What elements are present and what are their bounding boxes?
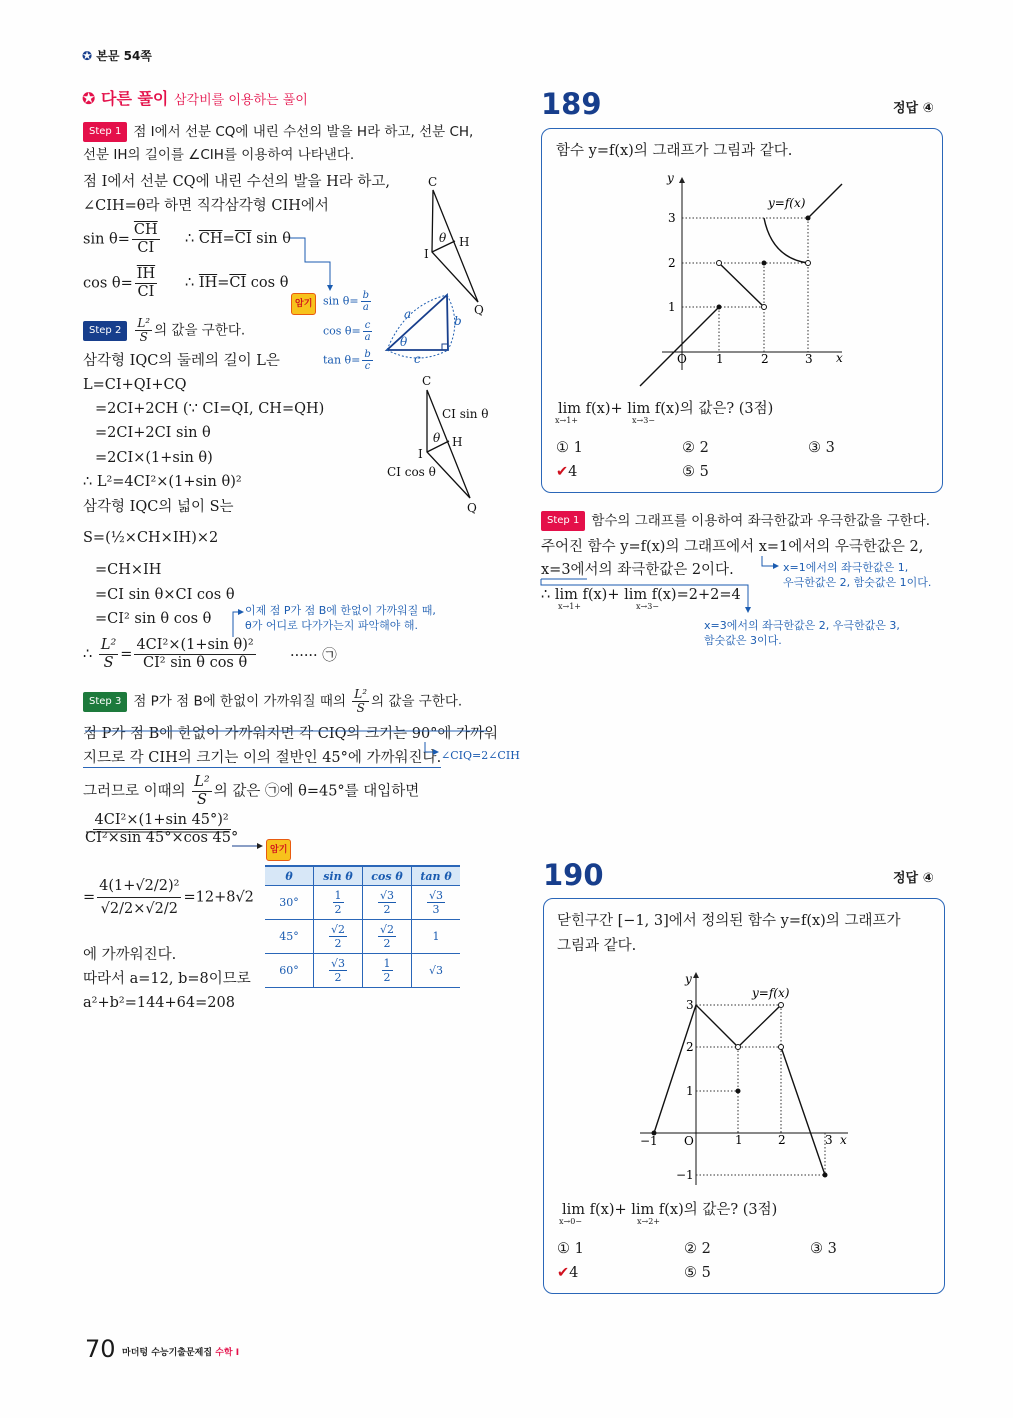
math-line: =CI sin θ×CI cos θ xyxy=(95,587,235,603)
tick-label: 3 xyxy=(805,352,813,366)
problem-question: lim f(x)+ lim f(x)의 값은? (3점) xyxy=(562,1202,778,1218)
final-answer-line: a²+b²=144+64=208 xyxy=(83,995,235,1011)
col-header: cos θ xyxy=(363,866,412,886)
therefore: ∴ xyxy=(185,231,199,247)
memo-right-triangle xyxy=(387,295,462,366)
label-c: C xyxy=(422,374,432,388)
note-arrow xyxy=(425,742,438,752)
limit-sub: x→0− xyxy=(559,1217,583,1226)
label-i: I xyxy=(424,247,429,261)
book-name: 마더텅 수능기출문제집 xyxy=(122,1348,213,1358)
den: a xyxy=(362,302,369,313)
step-text: 함수의 그래프를 이용하여 좌극한값과 우극한값을 구한다. xyxy=(591,513,931,529)
num: $\overline{IH}$ xyxy=(136,266,156,282)
therefore: ∴ xyxy=(185,275,199,291)
tick-label: 2 xyxy=(668,256,676,270)
step-badge: Step 1 xyxy=(541,511,585,531)
num: 1 xyxy=(383,957,391,970)
choice-2[interactable]: ② 2 xyxy=(682,440,709,456)
num: 4(1+√2/2)² xyxy=(97,875,181,898)
page-number: 70 xyxy=(85,1335,116,1363)
math-line: =2CI+2CI sin θ xyxy=(95,425,211,441)
graph-189 xyxy=(640,171,843,386)
label-h: H xyxy=(452,435,463,449)
star-icon: ✪ xyxy=(82,89,96,108)
num: L² xyxy=(194,774,210,790)
function-label: y=f(x) xyxy=(768,196,806,210)
label-q: Q xyxy=(474,303,484,317)
circle-icon: ✪ xyxy=(82,49,93,63)
label-b: b xyxy=(454,314,462,328)
limit-sub: x→3− xyxy=(636,602,660,611)
tick-label: −1 xyxy=(676,1168,694,1182)
label-ci-sin: CI sin θ xyxy=(442,407,489,421)
text-line: 지므로 각 CIH의 크기는 이의 절반인 45°에 가까워진다. xyxy=(83,750,442,766)
num: L² xyxy=(137,316,151,330)
math-line: =2CI+2CH (∵ CI=QI, CH=QH) xyxy=(95,401,325,417)
axis-label-y: y xyxy=(667,171,674,185)
num: √3 xyxy=(330,957,345,970)
rest: cos θ xyxy=(246,275,289,291)
num: $\overline{CH}$ xyxy=(133,222,158,238)
num: √2 xyxy=(379,923,394,936)
step1-line1: 점 I에서 선분 CQ에 내린 수선의 발을 H라 하고, 선분 CH, xyxy=(133,124,474,140)
axis-label-x: x xyxy=(840,1133,847,1147)
cell: 30° xyxy=(265,886,314,920)
answer-label-190: 정답 ④ xyxy=(893,871,934,886)
text-line: 점 P가 점 B에 한없이 가까워지면 각 CIQ의 크기는 90°에 가까워 xyxy=(83,726,499,742)
math-line: ∴ lim f(x)+ lim f(x)=2+2=4 xyxy=(541,587,741,603)
cell: 1 xyxy=(412,920,461,954)
alt-title: 다른 풀이 xyxy=(100,89,169,108)
den: S xyxy=(103,655,114,671)
text-line: 삼각형 IQC의 둘레의 길이 L은 xyxy=(83,353,280,369)
col-header: sin θ xyxy=(314,866,363,886)
num: 4CI²×(1+sin θ)² xyxy=(136,637,254,653)
col-header: θ xyxy=(265,866,314,886)
den: a xyxy=(364,332,371,343)
lhs: sin θ= xyxy=(83,231,130,248)
tick-label: 3 xyxy=(825,1133,833,1147)
den: √2/2×√2/2 xyxy=(100,901,178,917)
num: c xyxy=(364,320,371,331)
seg: $\overline{CI}$ xyxy=(234,231,252,247)
den: S xyxy=(197,792,207,808)
label-theta: θ xyxy=(439,231,447,245)
step1-line2: 선분 IH의 길이를 ∠CIH를 이용하여 나타낸다. xyxy=(83,147,355,163)
label-i: I xyxy=(418,447,423,461)
pre: 그러므로 이때의 xyxy=(83,783,186,800)
origin-label: O xyxy=(677,352,687,366)
equation-tag: ······ ㉠ xyxy=(290,648,337,664)
note-line: x=1에서의 좌극한값은 1, xyxy=(783,561,909,574)
lbl: tan θ= xyxy=(323,353,361,367)
limit-sub: x→3− xyxy=(632,416,656,425)
num: L² xyxy=(354,687,368,701)
math-line: ∴ L²=4CI²×(1+sin θ)² xyxy=(83,474,242,490)
note-arrow xyxy=(541,579,748,612)
choice-5[interactable]: ⑤ 5 xyxy=(684,1265,711,1281)
note-line: 우극한값은 2, 함숫값은 1이다. xyxy=(783,576,932,589)
post: 의 값을 구한다. xyxy=(371,693,463,710)
step-badge: Step 2 xyxy=(83,321,127,341)
ref-text: 본문 54쪽 xyxy=(96,49,152,63)
text-line: 점 I에서 선분 CQ에 내린 수선의 발을 H라 하고, xyxy=(83,174,390,190)
text-line: 주어진 함수 y=f(x)의 그래프에서 x=1에서의 우극한값은 2, xyxy=(541,539,924,555)
triangle-figure-1 xyxy=(424,175,484,317)
therefore: ∴ xyxy=(83,646,93,663)
den: 2 xyxy=(383,903,391,916)
choice-2[interactable]: ② 2 xyxy=(684,1241,711,1257)
step-badge: Step 1 xyxy=(83,122,127,142)
post: 의 값은 ㉠에 θ=45°를 대입하면 xyxy=(213,783,420,800)
function-label: y=f(x) xyxy=(752,986,790,1000)
text-line: x=3에서의 좌극한값은 2이다. xyxy=(541,562,734,578)
amgi-badge: 암기 xyxy=(266,839,291,861)
note-line: 함숫값은 3이다. xyxy=(704,634,782,647)
step2-text: 의 값을 구한다. xyxy=(154,322,246,339)
den: CI²×sin 45°×cos 45° xyxy=(85,830,239,846)
den: CI xyxy=(137,240,155,256)
seg: $\overline{IH}$ xyxy=(198,275,218,291)
label-h: H xyxy=(459,235,470,249)
seg: $\overline{CI}$ xyxy=(229,275,247,291)
tick-label: 2 xyxy=(686,1040,694,1054)
label-c: C xyxy=(428,175,438,189)
den: S xyxy=(356,701,365,715)
num: √3 xyxy=(428,889,443,902)
den: CI² sin θ cos θ xyxy=(142,655,248,671)
amgi-badge: 암기 xyxy=(291,293,316,315)
num: 4CI²×(1+sin 45°)² xyxy=(94,812,229,828)
cell: 60° xyxy=(265,954,314,988)
cell: 45° xyxy=(265,920,314,954)
math-line: S=(½×CH×IH)×2 xyxy=(83,530,219,546)
choice-text: 4 xyxy=(568,464,578,480)
limit-sub: x→1+ xyxy=(555,416,579,425)
text-line: 에 가까워진다. xyxy=(83,947,177,963)
note-angle: ∠CIQ=2∠CIH xyxy=(441,749,520,762)
col-header: tan θ xyxy=(412,866,461,886)
den: 3 xyxy=(432,903,440,916)
choice-1[interactable]: ① 1 xyxy=(557,1241,584,1257)
den: CI xyxy=(137,284,155,300)
axis-label-x: x xyxy=(836,351,843,365)
math-line: =CH×IH xyxy=(95,562,162,578)
alt-subtitle: 삼각비를 이용하는 풀이 xyxy=(173,93,308,108)
choice-3[interactable]: ③ 3 xyxy=(808,440,835,456)
note-arrow xyxy=(233,612,243,637)
tick-label: 2 xyxy=(761,352,769,366)
num: L² xyxy=(100,637,117,653)
step-badge: Step 3 xyxy=(83,692,127,712)
problem-number-190: 190 xyxy=(543,858,604,892)
den: 2 xyxy=(334,937,342,950)
label-c: c xyxy=(414,352,421,366)
choice-3[interactable]: ③ 3 xyxy=(810,1241,837,1257)
den: 2 xyxy=(334,971,342,984)
math-line: =2CI×(1+sin θ) xyxy=(95,450,213,466)
lhs: cos θ= xyxy=(83,275,133,292)
origin-label: O xyxy=(684,1134,694,1148)
den: 2 xyxy=(383,971,391,984)
tick-label: 1 xyxy=(668,300,676,314)
answer-label-189: 정답 ④ xyxy=(893,101,934,116)
pre: 점 P가 점 B에 한없이 가까워질 때의 xyxy=(133,693,346,710)
label-theta: θ xyxy=(433,431,441,445)
problem-text: 함수 y=f(x)의 그래프가 그림과 같다. xyxy=(556,143,793,159)
den: 2 xyxy=(383,937,391,950)
eq: = xyxy=(217,275,230,291)
num: b xyxy=(364,349,371,360)
rest: sin θ xyxy=(251,231,291,247)
result: =12+8√2 xyxy=(183,889,254,906)
problem-number-189: 189 xyxy=(541,87,602,121)
label-theta: θ xyxy=(400,335,408,349)
choice-text: 4 xyxy=(569,1265,579,1281)
problem-question: lim f(x)+ lim f(x)의 값은? (3점) xyxy=(558,401,774,417)
problem-text: 닫힌구간 [−1, 3]에서 정의된 함수 y=f(x)의 그래프가 xyxy=(557,913,901,929)
choice-5[interactable]: ⑤ 5 xyxy=(682,464,709,480)
tick-label: 3 xyxy=(668,211,676,225)
label-q: Q xyxy=(467,501,477,515)
fraction-2: = $\frac{\text{4(1+√2/2)²}}{√2/2\times√2/2}$ =12+8√2 xyxy=(83,875,254,920)
note-line: 이제 점 P가 점 B에 한없이 가까워질 때, xyxy=(245,604,436,617)
text-line: ∠CIH=θ라 하면 직각삼각형 CIH에서 xyxy=(83,198,329,214)
seg: $\overline{CH}$ xyxy=(198,231,223,247)
den: S xyxy=(139,330,148,344)
tick-label: −1 xyxy=(640,1134,658,1148)
checkmark-icon: ✔ xyxy=(557,1265,570,1281)
tick-label: 2 xyxy=(778,1133,786,1147)
tick-label: 1 xyxy=(686,1084,694,1098)
choice-1[interactable]: ① 1 xyxy=(556,440,583,456)
num: b xyxy=(362,290,369,301)
ratio-equation: ∴ $\frac{\text{L²}}{S}$ = $\frac{\text{4CI²×(1+sin θ)²}}{\text{CI² sin θ cos θ}}$ xyxy=(83,637,254,671)
den: 2 xyxy=(334,903,342,916)
cell: √3 xyxy=(412,954,461,988)
math-line: L=CI+QI+CQ xyxy=(83,377,187,393)
text-line: 삼각형 IQC의 넓이 S는 xyxy=(83,499,234,515)
tick-label: 3 xyxy=(686,998,694,1012)
checkmark-icon: ✔ xyxy=(556,464,569,480)
text-line: 따라서 a=12, b=8이므로 xyxy=(83,971,251,987)
graph-190 xyxy=(640,972,848,1185)
subject: 수학 I xyxy=(215,1348,240,1358)
num: √2 xyxy=(330,923,345,936)
memo-arrow xyxy=(290,238,330,290)
label-ci-cos: CI cos θ xyxy=(387,465,436,479)
lbl: cos θ= xyxy=(323,324,361,338)
note-line: θ가 어디로 다가가는지 파악해야 해. xyxy=(245,619,418,632)
math-line: =CI² sin θ cos θ xyxy=(95,611,212,627)
eq: = xyxy=(222,231,235,247)
den: c xyxy=(364,361,371,372)
note-arrow xyxy=(762,556,778,566)
tick-label: 1 xyxy=(716,352,724,366)
axis-label-y: y xyxy=(685,972,692,986)
limit-sub: x→2+ xyxy=(637,1217,661,1226)
note-line: x=3에서의 좌극한값은 2, 우극한값은 3, xyxy=(704,619,900,632)
num: 1 xyxy=(334,889,342,902)
problem-text: 그림과 같다. xyxy=(557,938,637,954)
lbl: sin θ= xyxy=(323,294,359,308)
num: √3 xyxy=(379,889,394,902)
limit-sub: x→1+ xyxy=(558,602,582,611)
label-a: a xyxy=(404,307,412,321)
tick-label: 1 xyxy=(735,1133,743,1147)
triangle-figure-2 xyxy=(387,374,489,515)
